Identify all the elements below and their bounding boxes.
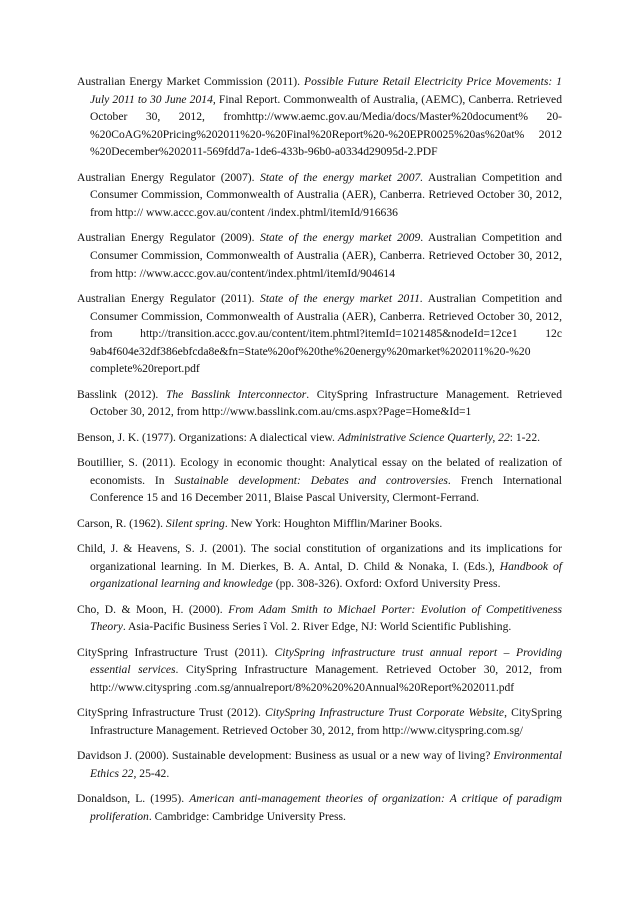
reference-entry: Australian Energy Regulator (2009). State of the energy market 2009. Australian Competition and Consumer Commission, Commonwealth of Australia (AER), Canberra. Retrieved October 30, 2012, from http: //www.accc.gov.au/content/index.phtml/itemId/904614 [77, 231, 562, 280]
reference-entry: Cho, D. & Moon, H. (2000). From Adam Smith to Michael Porter: Evolution of Competitiveness Theory. Asia-Pacific Business Series î Vol. 2. River Edge, NJ: World Scientific Publishing. [77, 602, 562, 634]
reference-entry: Boutillier, S. (2011). Ecology in economic thought: Analytical essay on the belated of realization of economists. In Sustainable development: Debates and controversies. French International Conference 15 and 16 December 2011, Blaise Pascal University, Clermont-Ferrand. [77, 456, 562, 505]
reference-entry: CitySpring Infrastructure Trust (2012). CitySpring Infrastructure Trust Corporate Website, CitySpring Infrastructure Management. Retrieved October 30, 2012, from http://www.cityspring.com.sg/ [77, 706, 562, 737]
reference-entry: Australian Energy Regulator (2007). State of the energy market 2007. Australian Competition and Consumer Commission, Commonwealth of Australia (AER), Canberra. Retrieved October 30, 2012, from http:// www.accc.gov.au/content /index.phtml/itemId/916636 [77, 170, 563, 219]
reference-entry: Australian Energy Regulator (2011). State of the energy market 2011. Australian Competition and Consumer Commission, Commonwealth of Australia (AER), Canberra. Retrieved October 30, 2012, from http://transition.accc.gov.au/content/item.phtml?itemId=1021485&nodeId=12ce1 12c 9ab4f604e32df386ebfcda8e&fn=State%20of%20the%20energy%20market%202011%20-%20 complete%20report.pdf [77, 291, 562, 376]
reference-list [77, 73, 562, 833]
reference-entry: Basslink (2012). The Basslink Interconnector. CitySpring Infrastructure Management. Retrieved October 30, 2012, from http://www.basslink.com.au/cms.aspx?Page=Home&Id=1 [77, 387, 562, 419]
reference-entry: Benson, J. K. (1977). Organizations: A dialectical view. Administrative Science Quarterly, 22: 1-22. [77, 430, 541, 444]
reference-entry: Davidson J. (2000). Sustainable development: Business as usual or a new way of living? Environmental Ethics 22, 25-42. [77, 749, 562, 780]
reference-entry: Donaldson, L. (1995). American anti-management theories of organization: A critique of paradigm proliferation. Cambridge: Cambridge University Press. [77, 792, 562, 823]
reference-entry: Australian Energy Market Commission (2011). Possible Future Retail Electricity Price Movements: 1 July 2011 to 30 June 2014, Final Report. Commonwealth of Australia, (AEMC), Canberra. Retrieved October 30, 2012, fromhttp://www.aemc.gov.au/Media/docs/Master%20document% 20-%20CoAG%20Pricing%202011%20-%20Final%20Report%20-%20EPR0025%20as%20at% 2012 %20December%202011-569fdd7a-1de6-433b-96b0-a0334d29095d-2.PDF [77, 75, 562, 159]
reference-entry: Carson, R. (1962). Silent spring. New York: Houghton Mifflin/Mariner Books. [77, 516, 443, 530]
reference-entry: CitySpring Infrastructure Trust (2011). CitySpring infrastructure trust annual report – Providing essential services. CitySpring Infrastructure Management. Retrieved October 30, 2012, from http://www.cityspring .com.sg/annualreport/8%20%20%20Annual%20Report%202011.pdf [77, 645, 562, 694]
reference-entry: Child, J. & Heavens, S. J. (2001). The social constitution of organizations and its implications for organizational learning. In M. Dierkes, B. A. Antal, D. Child & Nonaka, I. (Eds.), Handbook of organizational learning and knowledge (pp. 308-326). Oxford: Oxford University Press. [77, 542, 563, 591]
